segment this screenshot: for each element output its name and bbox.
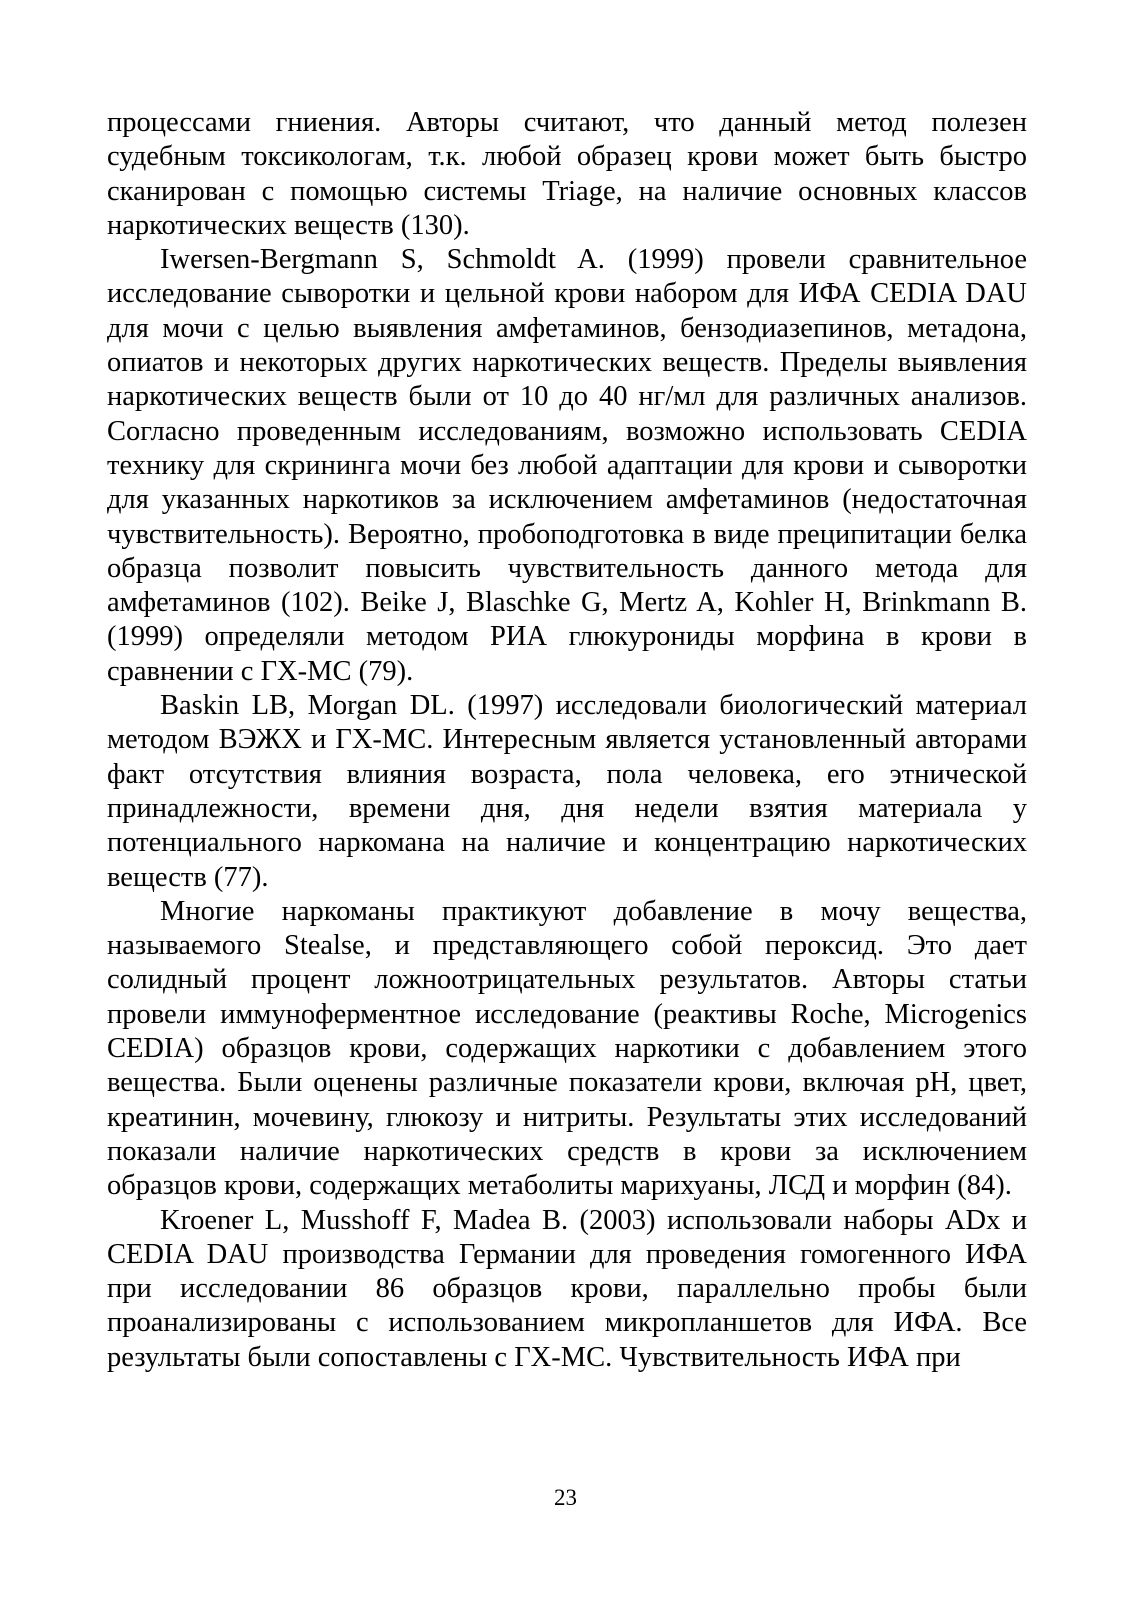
document-body xyxy=(107,106,1027,1375)
paragraph-kroener: Kroener L, Musshoff F, Madea B. (2003) использовали наборы ADx и CEDIA DAU производства Германии для проведения гомогенного ИФА при исследовании 86 образцов крови, параллельно пробы были проанализированы с использованием микропланшетов для ИФА. Все результаты были сопоставлены с ГХ-МС. Чувствительность ИФА при xyxy=(107,1204,1027,1373)
paragraph-iwersen-bergmann: Iwersen-Bergmann S, Schmoldt A. (1999) провели сравнительное исследование сыворотки и цельной крови набором для ИФА CEDIA DAU для мочи с целью выявления амфетаминов, бензодиазепинов, метадона, опиатов и некоторых других наркотических веществ. Пределы выявления наркотических веществ были от 10 до 40 нг/мл для различных анализов. Согласно проведенным исследованиям, возможно использовать CEDIA технику для скрининга мочи без любой адаптации для крови и сыворотки для указанных наркотиков за исключением амфетаминов (недостаточная чувствительность). Вероятно, пробоподготовка в виде преципитации белка образца позволит повысить чувствительность данного метода для амфетаминов (102). Beike J, Blaschke G, Mertz A, Kohler H, Brinkmann B. (1999) определяли методом РИА глюкурониды морфина в крови в сравнении с ГХ-МС (79). xyxy=(107,244,1027,687)
paragraph-baskin: Baskin LB, Morgan DL. (1997) исследовали биологический материал методом ВЭЖХ и ГХ-МС. Интересным является установленный авторами факт отсутствия влияния возраста, пола человека, его этнической принадлежности, времени дня, дня недели взятия материала у потенциального наркомана на наличие и концентрацию наркотических веществ (77). xyxy=(107,690,1027,893)
paragraph-stealse: Многие наркоманы практикуют добавление в мочу вещества, называемого Stealse, и представляющего собой пероксид. Это дает солидный процент ложноотрицательных результатов. Авторы статьи провели иммуноферментное исследование (реактивы Roche, Microgenics CEDIA) образцов крови, содержащих наркотики с добавлением этого вещества. Были оценены различные показатели крови, включая pH, цвет, креатинин, мочевину, глюкозу и нитриты. Результаты этих исследований показали наличие наркотических средств в крови за исключением образцов крови, содержащих метаболиты марихуаны, ЛСД и морфин (84). xyxy=(107,895,1027,1202)
paragraph-continuation: процессами гниения. Авторы считают, что данный метод полезен судебным токсикологам, т.к. любой образец крови может быть быстро сканирован с помощью системы Triage, на наличие основных классов наркотических веществ (130). xyxy=(107,107,1027,241)
page-number: 23 xyxy=(554,1485,577,1510)
